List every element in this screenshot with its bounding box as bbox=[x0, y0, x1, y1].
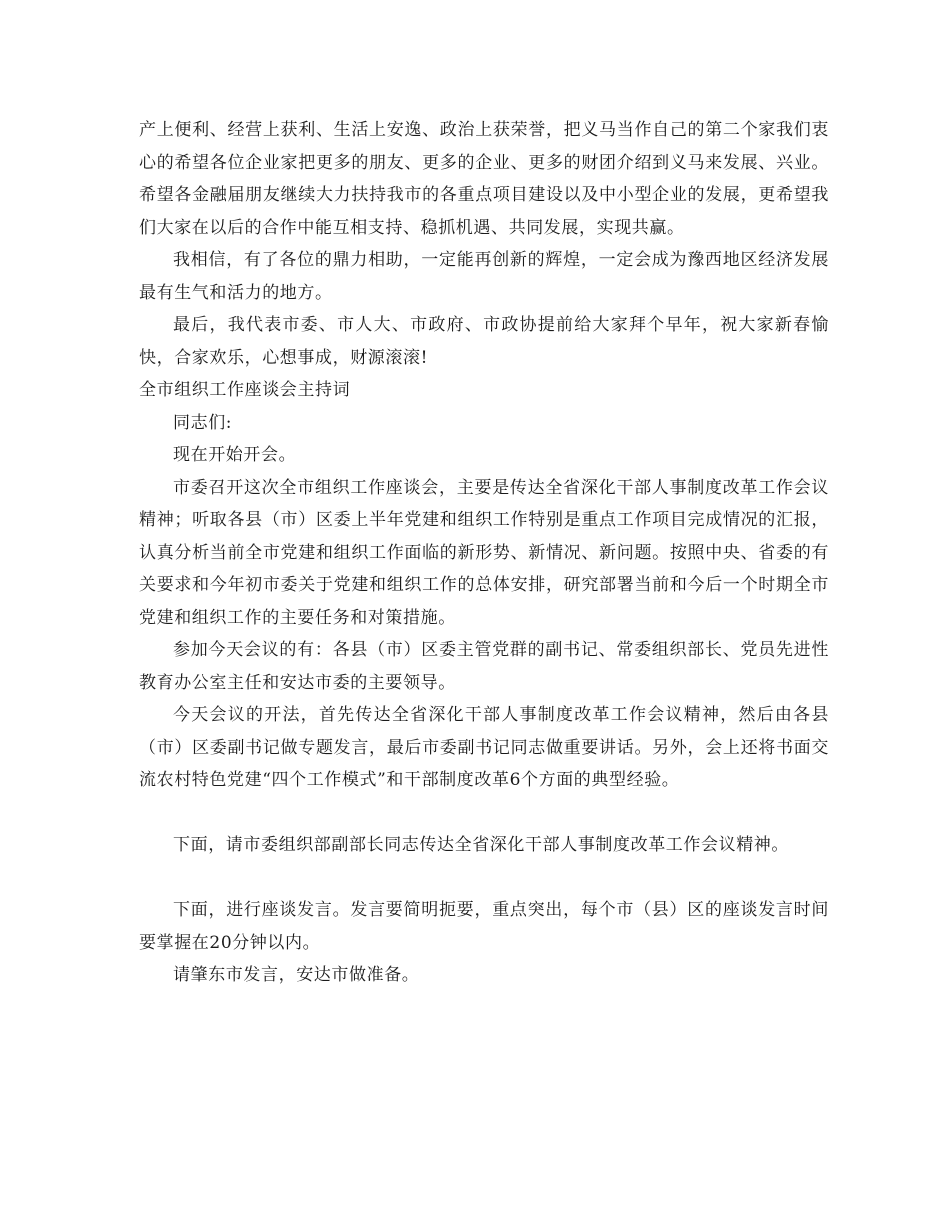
document-body bbox=[139, 114, 829, 992]
paragraph-agenda: 今天会议的开法，首先传达全省深化干部人事制度改革工作会议精神，然后由各县（市）区委副书记做专题发言，最后市委副书记同志做重要讲话。另外，会上还将书面交流农村特色党建“四个工作模式”和干部制度改革6个方面的典型经验。 bbox=[139, 705, 829, 790]
paragraph-meeting-purpose: 市委召开这次全市组织工作座谈会，主要是传达全省深化干部人事制度改革工作会议精神；听取各县（市）区委上半年党建和组织工作特别是重点工作项目完成情况的汇报，认真分析当前全市党建和组织工作面临的新形势、新情况、新问题。按照中央、省委的有关要求和今年初市委关于党建和组织工作的总体安排，研究部署当前和今后一个时期全市党建和组织工作的主要任务和对策措施。 bbox=[139, 477, 829, 628]
paragraph-salutation: 同志们: bbox=[173, 412, 233, 433]
paragraph-confidence: 我相信，有了各位的鼎力相助，一定能再创新的辉煌，一定会成为豫西地区经济发展最有生气和活力的地方。 bbox=[139, 250, 829, 303]
paragraph-transmission: 下面，请市委组织部副部长同志传达全省深化干部人事制度改革工作会议精神。 bbox=[173, 835, 789, 855]
section-title: 全市组织工作座谈会主持词 bbox=[139, 380, 351, 400]
paragraph-speaker-order: 请肇东市发言，安达市做准备。 bbox=[173, 965, 420, 985]
paragraph-discussion: 下面，进行座谈发言。发言要简明扼要，重点突出，每个市（县）区的座谈发言时间要掌握在20分钟以内。 bbox=[139, 900, 829, 953]
paragraph-attendees: 参加今天会议的有：各县（市）区委主管党群的副书记、常委组织部长、党员先进性教育办公室主任和安达市委的主要领导。 bbox=[139, 640, 829, 693]
paragraph-new-year-greeting: 最后，我代表市委、市人大、市政府、市政协提前给大家拜个早年，祝大家新春愉快，合家欢乐，心想事成，财源滚滚! bbox=[139, 315, 829, 368]
paragraph-continuation: 产上便利、经营上获利、生活上安逸、政治上获荣誉，把义马当作自己的第二个家我们衷心的希望各位企业家把更多的朋友、更多的企业、更多的财团介绍到义马来发展、兴业。希望各金融届朋友继续大力扶持我市的各重点项目建设以及中小型企业的发展，更希望我们大家在以后的合作中能互相支持、稳抓机遇、共同发展，实现共赢。 bbox=[139, 120, 829, 238]
paragraph-opening: 现在开始开会。 bbox=[173, 445, 297, 465]
